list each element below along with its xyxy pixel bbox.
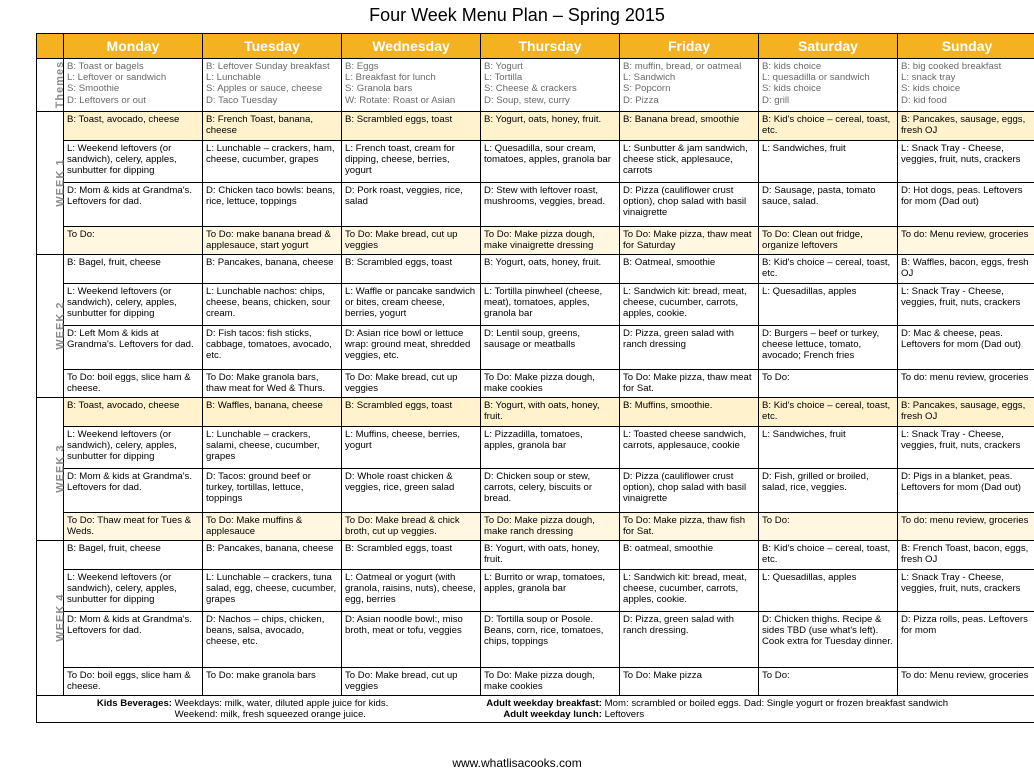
breakfast-cell: B: Bagel, fruit, cheese xyxy=(64,541,203,570)
breakfast-cell: B: Yogurt, with oats, honey, fruit. xyxy=(481,541,620,570)
breakfast-cell: B: Toast, avocado, cheese xyxy=(64,398,203,427)
adult-breakfast-label: Adult weekday breakfast: xyxy=(486,698,602,709)
breakfast-cell: B: Scrambled eggs, toast xyxy=(342,112,481,141)
day-header-saturday: Saturday xyxy=(759,34,898,59)
theme-line: B: Leftover Sunday breakfast xyxy=(206,61,330,72)
theme-line: D: Soup, stew, curry xyxy=(484,94,570,106)
adult-meals xyxy=(470,698,985,720)
week-label-text: WEEK 3 xyxy=(54,444,67,494)
lunch-cell: L: Quesadilla, sour cream, tomatoes, apples, granola bar xyxy=(481,141,620,183)
beverages-cell xyxy=(37,696,1034,723)
theme-line: B: Eggs xyxy=(345,61,379,72)
theme-line: D: Leftovers or out xyxy=(67,94,146,106)
theme-line: D: Taco Tuesday xyxy=(206,94,278,106)
lunch-cell: L: Snack Tray - Cheese, veggies, fruit, nuts, crackers xyxy=(898,570,1034,612)
lunch-cell: L: Sandwich kit: bread, meat, cheese, cucumber, carrots, apples, cookie. xyxy=(620,284,759,326)
dinner-cell: D: Pizza rolls, peas. Leftovers for mom xyxy=(898,612,1034,668)
dinner-cell: D: Pizza, green salad with ranch dressing xyxy=(620,326,759,370)
todo-cell: To Do: Make pizza dough, make cookies xyxy=(481,370,620,398)
theme-line: D: kid food xyxy=(901,94,947,106)
lunch-cell: L: Lunchable nachos: chips, cheese, beans, chicken, sour cream. xyxy=(203,284,342,326)
kids-beverages xyxy=(40,698,470,720)
week-1-dinner-row xyxy=(37,183,1034,227)
lunch-cell: L: Muffins, cheese, berries, yogurt xyxy=(342,427,481,469)
themes-label-text: Themes xyxy=(54,61,67,109)
week-4-dinner-row xyxy=(37,612,1034,668)
breakfast-cell: B: Pancakes, banana, cheese xyxy=(203,255,342,284)
theme-line: B: Yogurt xyxy=(484,61,523,72)
todo-cell: To Do: boil eggs, slice ham & cheese. xyxy=(64,668,203,696)
theme-line: S: Apples or sauce, cheese xyxy=(206,83,323,95)
week-label xyxy=(37,541,67,696)
theme-cell xyxy=(203,59,342,112)
breakfast-cell: B: Pancakes, sausage, eggs, fresh OJ xyxy=(898,398,1034,427)
kids-beverages-line: Weekdays: milk, water, diluted apple juice for kids. xyxy=(174,698,389,709)
lunch-cell: L: Quesadillas, apples xyxy=(759,570,898,612)
lunch-cell: L: French toast, cream for dipping, cheese, berries, yogurt xyxy=(342,141,481,183)
dinner-cell: D: Whole roast chicken & veggies, rice, green salad xyxy=(342,469,481,513)
todo-cell: To Do: xyxy=(64,227,203,255)
breakfast-cell: B: Yogurt, oats, honey, fruit. xyxy=(481,112,620,141)
theme-cell xyxy=(342,59,481,112)
todo-cell: To Do: Clean out fridge, organize leftovers xyxy=(759,227,898,255)
lunch-cell: L: Sandwiches, fruit xyxy=(759,427,898,469)
todo-cell: To Do: Make pizza, thaw meat for Sat. xyxy=(620,370,759,398)
breakfast-cell: B: Bagel, fruit, cheese xyxy=(64,255,203,284)
theme-line: B: muffin, bread, or oatmeal xyxy=(623,61,742,72)
todo-cell: To Do: Make pizza dough, make cookies xyxy=(481,668,620,696)
menu-table xyxy=(36,33,1034,723)
lunch-cell: L: Quesadillas, apples xyxy=(759,284,898,326)
todo-cell: To Do: make granola bars xyxy=(203,668,342,696)
todo-cell: To Do: Make pizza dough, make vinaigrette dressing xyxy=(481,227,620,255)
breakfast-cell: B: Pancakes, sausage, eggs, fresh OJ xyxy=(898,112,1034,141)
theme-line: W: Rotate: Roast or Asian xyxy=(345,94,456,106)
beverages-row xyxy=(37,696,1034,723)
theme-line: L: Leftover or sandwich xyxy=(67,72,167,84)
week-label xyxy=(37,112,67,255)
week-2-todo-row xyxy=(37,370,1034,398)
todo-cell: To Do: Make bread & chick broth, cut up veggies. xyxy=(342,513,481,541)
dinner-cell: D: Fish tacos: fish sticks, cabbage, tomatoes, avocado, etc. xyxy=(203,326,342,370)
todo-cell: To Do: Make muffins & applesauce xyxy=(203,513,342,541)
breakfast-cell: B: Kid's choice – cereal, toast, etc. xyxy=(759,541,898,570)
breakfast-cell: B: Scrambled eggs, toast xyxy=(342,255,481,284)
dinner-cell: D: Pizza (cauliflower crust option), chop salad with basil vinaigrette xyxy=(620,469,759,513)
theme-line: B: kids choice xyxy=(762,61,822,72)
theme-line: S: Smoothie xyxy=(67,83,120,95)
lunch-cell: L: Sandwiches, fruit xyxy=(759,141,898,183)
week-1-todo-row xyxy=(37,227,1034,255)
todo-cell: To do: menu review, groceries xyxy=(898,513,1034,541)
lunch-cell: L: Tortilla pinwheel (cheese, meat), tomatoes, apples, granola bar xyxy=(481,284,620,326)
day-header-thursday: Thursday xyxy=(481,34,620,59)
adult-lunch-label: Adult weekday lunch: xyxy=(503,709,602,721)
theme-line: D: grill xyxy=(762,94,790,106)
lunch-cell: L: Lunchable – crackers, salami, cheese, cucumber, grapes xyxy=(203,427,342,469)
todo-cell: To Do: make banana bread & applesauce, start yogurt xyxy=(203,227,342,255)
lunch-cell: L: Snack Tray - Cheese, veggies, fruit, nuts, crackers xyxy=(898,141,1034,183)
breakfast-cell: B: French Toast, banana, cheese xyxy=(203,112,342,141)
theme-line: B: Toast or bagels xyxy=(67,61,144,72)
week-label-text: WEEK 4 xyxy=(54,593,67,643)
dinner-cell: D: Pizza, green salad with ranch dressing. xyxy=(620,612,759,668)
todo-cell: To Do: boil eggs, slice ham & cheese. xyxy=(64,370,203,398)
lunch-cell: L: Sunbutter & jam sandwich, cheese stick, applesauce, carrots xyxy=(620,141,759,183)
breakfast-cell: B: Waffles, bacon, eggs, fresh OJ xyxy=(898,255,1034,284)
theme-line: S: kids choice xyxy=(762,83,822,95)
adult-lunch xyxy=(470,709,985,720)
dinner-cell: D: Chicken thighs. Recipe & sides TBD (use what's left). Cook extra for Tuesday dinner. xyxy=(759,612,898,668)
day-header-monday: Monday xyxy=(64,34,203,59)
dinner-cell: D: Hot dogs, peas. Leftovers for mom (Dad out) xyxy=(898,183,1034,227)
todo-cell: To Do: Thaw meat for Tues & Weds. xyxy=(64,513,203,541)
dinner-cell: D: Chicken soup or stew, carrots, celery, biscuits or bread. xyxy=(481,469,620,513)
themes-row xyxy=(37,59,1034,112)
week-3-todo-row xyxy=(37,513,1034,541)
lunch-cell: L: Snack Tray - Cheese, veggies, fruit, nuts, crackers xyxy=(898,284,1034,326)
breakfast-cell: B: Scrambled eggs, toast xyxy=(342,541,481,570)
todo-cell: To Do: xyxy=(759,513,898,541)
lunch-cell: L: Weekend leftovers (or sandwich), celery, apples, sunbutter for dipping xyxy=(64,284,203,326)
dinner-cell: D: Sausage, pasta, tomato sauce, salad. xyxy=(759,183,898,227)
day-header-sunday: Sunday xyxy=(898,34,1034,59)
week-label xyxy=(37,255,67,398)
dinner-cell: D: Asian noodle bowl:, miso broth, meat or tofu, veggies xyxy=(342,612,481,668)
dinner-cell: D: Burgers – beef or turkey, cheese lettuce, tomato, avocado; French fries xyxy=(759,326,898,370)
breakfast-cell: B: Yogurt, oats, honey, fruit. xyxy=(481,255,620,284)
todo-cell: To Do: Make bread, cut up veggies xyxy=(342,370,481,398)
week-2-dinner-row xyxy=(37,326,1034,370)
breakfast-cell: B: Waffles, banana, cheese xyxy=(203,398,342,427)
dinner-cell: D: Lentil soup, greens, sausage or meatballs xyxy=(481,326,620,370)
lunch-cell: L: Weekend leftovers (or sandwich), celery, apples, sunbutter for dipping xyxy=(64,141,203,183)
dinner-cell: D: Tacos: ground beef or turkey, tortillas, lettuce, toppings xyxy=(203,469,342,513)
breakfast-cell: B: Banana bread, smoothie xyxy=(620,112,759,141)
day-header-wednesday: Wednesday xyxy=(342,34,481,59)
theme-line: B: big cooked breakfast xyxy=(901,61,1002,72)
header-corner xyxy=(37,34,64,59)
todo-cell: To Do: Make pizza xyxy=(620,668,759,696)
todo-cell: To Do: Make bread, cut up veggies xyxy=(342,227,481,255)
theme-line: L: Sandwich xyxy=(623,72,676,84)
theme-line: S: Cheese & crackers xyxy=(484,83,577,95)
day-header-tuesday: Tuesday xyxy=(203,34,342,59)
theme-line: L: Tortilla xyxy=(484,72,523,84)
week-label-text: WEEK 2 xyxy=(54,301,67,351)
theme-line: L: Lunchable xyxy=(206,72,261,84)
week-4-breakfast-row xyxy=(37,541,1034,570)
lunch-cell: L: Weekend leftovers (or sandwich), celery, apples, sunbutter for dipping xyxy=(64,570,203,612)
theme-line: L: Breakfast for lunch xyxy=(345,72,436,84)
theme-line: S: kids choice xyxy=(901,83,961,95)
lunch-cell: L: Pizzadilla, tomatoes, apples, granola bar xyxy=(481,427,620,469)
todo-cell: To do: menu review, groceries xyxy=(898,370,1034,398)
theme-line: S: Popcorn xyxy=(623,83,671,95)
todo-cell: To Do: Make pizza dough, make ranch dressing xyxy=(481,513,620,541)
theme-cell xyxy=(64,59,203,112)
breakfast-cell: B: Muffins, smoothie. xyxy=(620,398,759,427)
lunch-cell: L: Burrito or wrap, tomatoes, apples, granola bar xyxy=(481,570,620,612)
breakfast-cell: B: oatmeal, smoothie xyxy=(620,541,759,570)
week-label xyxy=(37,398,67,541)
breakfast-cell: B: Kid's choice – cereal, toast, etc. xyxy=(759,112,898,141)
week-label-text: WEEK 1 xyxy=(54,158,67,208)
week-3-dinner-row xyxy=(37,469,1034,513)
todo-cell: To Do: xyxy=(759,370,898,398)
theme-line: D: Pizza xyxy=(623,94,659,106)
page-title: Four Week Menu Plan – Spring 2015 xyxy=(369,5,665,25)
dinner-cell: D: Tortilla soup or Posole. Beans, corn, rice, tomatoes, chips, toppings xyxy=(481,612,620,668)
lunch-cell: L: Sandwich kit: bread, meat, cheese, cucumber, carrots, apples, cookie. xyxy=(620,570,759,612)
week-2-breakfast-row xyxy=(37,255,1034,284)
week-2-lunch-row xyxy=(37,284,1034,326)
todo-cell: To Do: Make pizza, thaw fish for Sat. xyxy=(620,513,759,541)
kids-beverages-text xyxy=(175,698,455,720)
week-4-todo-row xyxy=(37,668,1034,696)
beverages-wrap xyxy=(40,698,1033,720)
breakfast-cell: B: French Toast, bacon, eggs, fresh OJ xyxy=(898,541,1034,570)
breakfast-cell: B: Kid's choice – cereal, toast, etc. xyxy=(759,398,898,427)
day-header-friday: Friday xyxy=(620,34,759,59)
week-4-lunch-row xyxy=(37,570,1034,612)
week-1-breakfast-row xyxy=(37,112,1034,141)
theme-line: L: snack tray xyxy=(901,72,956,84)
adult-breakfast xyxy=(470,698,985,709)
week-3-lunch-row xyxy=(37,427,1034,469)
lunch-cell: L: Lunchable – crackers, tuna salad, egg, cheese, cucumber, grapes xyxy=(203,570,342,612)
theme-cell xyxy=(898,59,1034,112)
theme-line: L: quesadilla or sandwich xyxy=(762,72,870,84)
kids-beverages-label: Kids Beverages: xyxy=(96,698,172,709)
adult-lunch-text: Leftovers xyxy=(604,709,645,721)
theme-line: S: Granola bars xyxy=(345,83,413,95)
day-header-row xyxy=(37,34,1034,59)
week-1-lunch-row xyxy=(37,141,1034,183)
lunch-cell: L: Toasted cheese sandwich, carrots, applesauce, cookie xyxy=(620,427,759,469)
dinner-cell: D: Pork roast, veggies, rice, salad xyxy=(342,183,481,227)
breakfast-cell: B: Toast, avocado, cheese xyxy=(64,112,203,141)
breakfast-cell: B: Kid's choice – cereal, toast, etc. xyxy=(759,255,898,284)
dinner-cell: D: Left Mom & kids at Grandma's. Leftovers for dad. xyxy=(64,326,203,370)
theme-cell xyxy=(620,59,759,112)
todo-cell: To Do: Make granola bars, thaw meat for Wed & Thurs. xyxy=(203,370,342,398)
dinner-cell: D: Mom & kids at Grandma's. Leftovers for dad. xyxy=(64,612,203,668)
dinner-cell: D: Asian rice bowl or lettuce wrap: ground meat, shredded veggies, etc. xyxy=(342,326,481,370)
lunch-cell: L: Waffle or pancake sandwich or bites, cream cheese, berries, yogurt xyxy=(342,284,481,326)
dinner-cell: D: Fish, grilled or broiled, salad, rice, veggies. xyxy=(759,469,898,513)
lunch-cell: L: Oatmeal or yogurt (with granola, raisins, nuts), cheese, egg, berries xyxy=(342,570,481,612)
dinner-cell: D: Mac & cheese, peas. Leftovers for mom (Dad out) xyxy=(898,326,1034,370)
breakfast-cell: B: Yogurt, with oats, honey, fruit. xyxy=(481,398,620,427)
dinner-cell: D: Mom & kids at Grandma's. Leftovers for dad. xyxy=(64,183,203,227)
week-3-breakfast-row xyxy=(37,398,1034,427)
breakfast-cell: B: Scrambled eggs, toast xyxy=(342,398,481,427)
theme-cell xyxy=(759,59,898,112)
dinner-cell: D: Nachos – chips, chicken, beans, salsa, avocado, cheese, etc. xyxy=(203,612,342,668)
kids-beverages-line: Weekend: milk, fresh squeezed orange juice. xyxy=(174,709,366,721)
todo-cell: To do: Menu review, groceries xyxy=(898,668,1034,696)
dinner-cell: D: Mom & kids at Grandma's. Leftovers for dad. xyxy=(64,469,203,513)
dinner-cell: D: Pigs in a blanket, peas. Leftovers for mom (Dad out) xyxy=(898,469,1034,513)
lunch-cell: L: Lunchable – crackers, ham, cheese, cucumber, grapes xyxy=(203,141,342,183)
dinner-cell: D: Chicken taco bowls: beans, rice, lettuce, toppings xyxy=(203,183,342,227)
todo-cell: To Do: Make bread, cut up veggies xyxy=(342,668,481,696)
adult-breakfast-text: Mom: scrambled or boiled eggs. Dad: Single yogurt or frozen breakfast sandwich xyxy=(604,698,949,709)
dinner-cell: D: Pizza (cauliflower crust option), chop salad with basil vinaigrette xyxy=(620,183,759,227)
todo-cell: To Do: Make pizza, thaw meat for Saturday xyxy=(620,227,759,255)
dinner-cell: D: Stew with leftover roast, mushrooms, veggies, bread. xyxy=(481,183,620,227)
site-url: www.whatlisacooks.com xyxy=(452,756,582,770)
lunch-cell: L: Weekend leftovers (or sandwich), celery, apples, sunbutter for dipping xyxy=(64,427,203,469)
todo-cell: To Do: xyxy=(759,668,898,696)
todo-cell: To do: Menu review, groceries xyxy=(898,227,1034,255)
breakfast-cell: B: Oatmeal, smoothie xyxy=(620,255,759,284)
lunch-cell: L: Snack Tray - Cheese, veggies, fruit, nuts, crackers xyxy=(898,427,1034,469)
themes-label xyxy=(37,59,67,112)
breakfast-cell: B: Pancakes, banana, cheese xyxy=(203,541,342,570)
theme-cell xyxy=(481,59,620,112)
